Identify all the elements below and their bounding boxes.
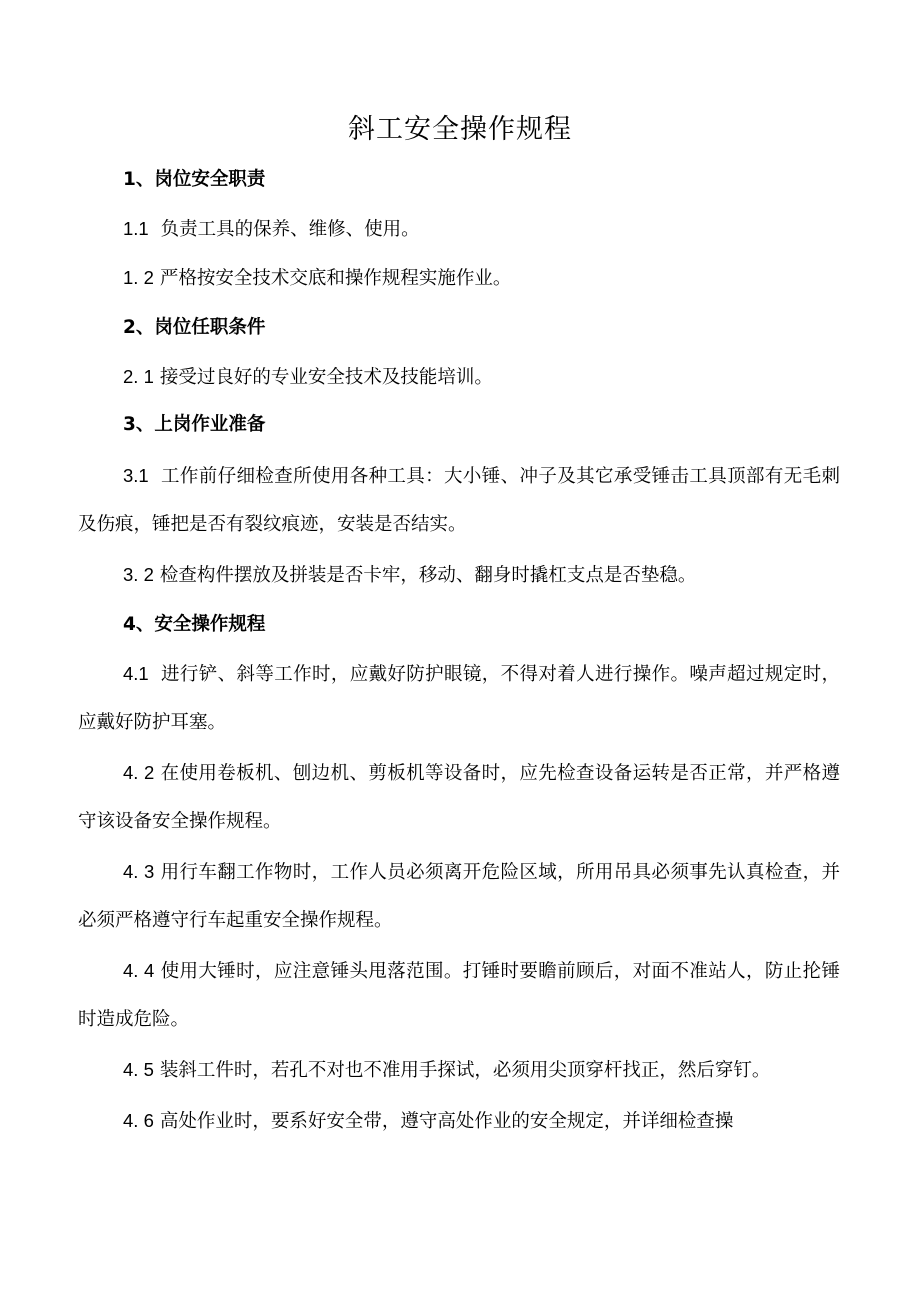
paragraph-4-2 — [78, 749, 840, 846]
paragraph-3-1 — [78, 452, 840, 549]
paragraph-3-2 — [78, 551, 840, 600]
paragraph-1-1 — [78, 205, 840, 254]
item-number: 1.1 — [123, 218, 149, 239]
item-text: 在使用卷板机、刨边机、剪板机等设备时，应先检查设备运转是否正常，并严格遵守该设备安全操作规程。 — [78, 763, 840, 832]
item-number: 4. 4 — [123, 960, 155, 981]
item-number: 4. 6 — [123, 1110, 154, 1131]
item-text: 使用大锤时，应注意锤头甩落范围。打锤时要瞻前顾后，对面不准站人，防止抡锤时造成危险。 — [78, 961, 840, 1030]
item-text: 工作前仔细检查所使用各种工具：大小锤、冲子及其它承受锤击工具顶部有无毛刺及伤痕，锤把是否有裂纹痕迹，安装是否结实。 — [78, 466, 840, 535]
item-text: 用行车翻工作物时，工作人员必须离开危险区域，所用吊具必须事先认真检查，并必须严格遵守行车起重安全操作规程。 — [78, 862, 840, 931]
item-text: 检查构件摆放及拼装是否卡牢，移动、翻身时撬杠支点是否垫稳。 — [159, 565, 697, 586]
item-text: 进行铲、斜等工作时，应戴好防护眼镜，不得对着人进行操作。噪声超过规定时，应戴好防护耳塞。 — [78, 664, 840, 733]
section-heading-1: 1、岗位安全职责 — [123, 169, 266, 190]
section-heading-4: 4、安全操作规程 — [123, 614, 266, 635]
item-text: 装斜工件时，若孔不对也不准用手探试，必须用尖顶穿杆找正，然后穿钉。 — [159, 1060, 771, 1081]
item-text: 接受过良好的专业安全技术及技能培训。 — [159, 367, 493, 388]
item-number: 4.1 — [123, 663, 149, 684]
section-heading-2: 2、岗位任职条件 — [123, 317, 266, 338]
item-number: 3.1 — [123, 465, 149, 486]
item-text: 负责工具的保养、维修、使用。 — [154, 219, 420, 240]
item-number: 3. 2 — [123, 564, 154, 585]
paragraph-4-5 — [78, 1046, 840, 1095]
item-number: 2. 1 — [123, 366, 154, 387]
paragraph-2-1 — [78, 353, 840, 402]
item-text: 高处作业时，要系好安全带，遵守高处作业的安全规定，并详细检查操 — [159, 1111, 734, 1132]
item-text: 严格按安全技术交底和操作规程实施作业。 — [159, 268, 512, 289]
item-number: 4. 2 — [123, 762, 155, 783]
paragraph-4-3 — [78, 848, 840, 945]
paragraph-4-4 — [78, 947, 840, 1044]
paragraph-1-2 — [78, 254, 840, 303]
paragraph-4-1 — [78, 650, 840, 747]
item-number: 4. 3 — [123, 861, 155, 882]
section-heading-3: 3、上岗作业准备 — [123, 414, 266, 435]
document-title: 斜工安全操作规程 — [348, 114, 572, 145]
item-number: 4. 5 — [123, 1059, 154, 1080]
item-number: 1. 2 — [123, 267, 154, 288]
paragraph-4-6 — [78, 1097, 840, 1146]
